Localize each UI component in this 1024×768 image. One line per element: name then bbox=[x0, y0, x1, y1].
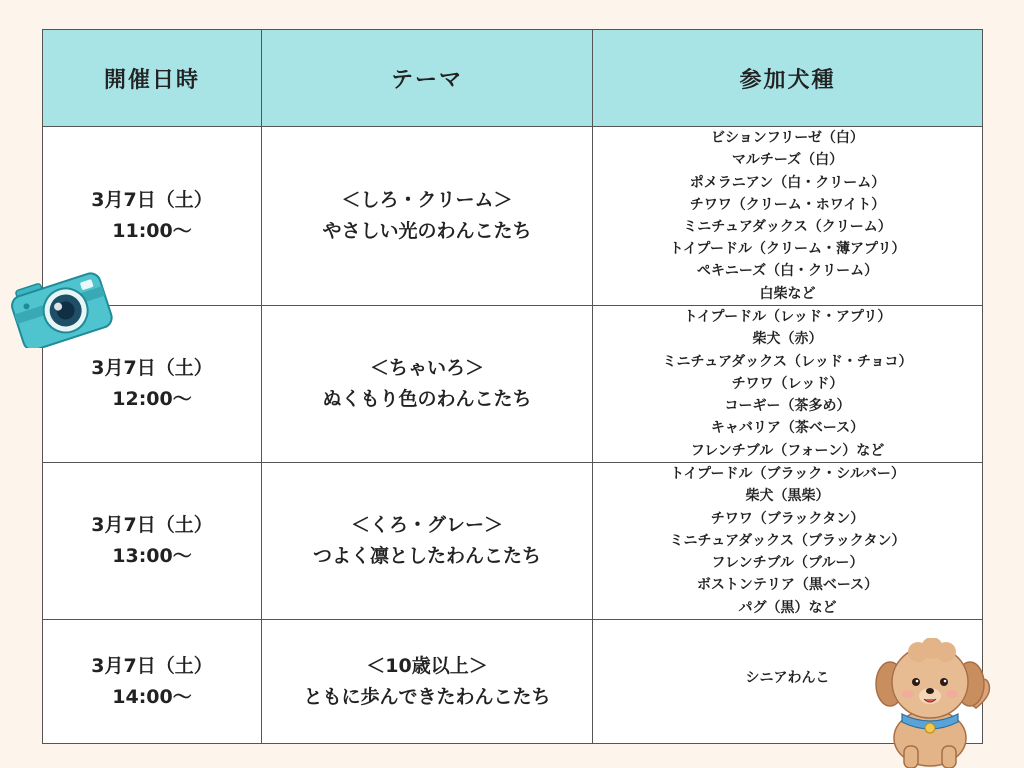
breed-item: ミニチュアダックス（クリーム） bbox=[683, 219, 892, 235]
breed-item: ペキニーズ（白・クリーム） bbox=[696, 263, 879, 280]
event-date: 3月7日（土） bbox=[91, 189, 213, 211]
table-row bbox=[43, 463, 983, 620]
theme-title: ＜しろ・クリーム＞ bbox=[341, 189, 513, 211]
event-time: 13:00〜 bbox=[112, 545, 192, 567]
date-cell bbox=[43, 463, 262, 620]
theme-subtitle: やさしい光のわんこたち bbox=[322, 220, 532, 242]
theme-subtitle: ともに歩んできたわんこたち bbox=[303, 685, 551, 708]
breed-item: ミニチュアダックス（ブラックタン） bbox=[669, 532, 906, 549]
date-cell bbox=[43, 620, 262, 744]
event-date: 3月7日（土） bbox=[91, 357, 213, 379]
breeds-cell bbox=[593, 463, 983, 620]
breed-item: トイプードル（ブラック・シルバー） bbox=[670, 466, 905, 483]
breed-item: ポメラニアン（白・クリーム） bbox=[689, 174, 886, 191]
header-theme: テーマ bbox=[262, 30, 593, 127]
breed-item: 白柴など bbox=[759, 285, 816, 302]
table-row bbox=[43, 620, 983, 744]
event-time: 11:00〜 bbox=[112, 220, 192, 242]
theme-cell bbox=[262, 463, 593, 620]
breeds-cell bbox=[593, 306, 983, 463]
breed-item: コーギー（茶多め） bbox=[724, 398, 851, 415]
header-row bbox=[43, 30, 983, 127]
schedule-table bbox=[42, 29, 983, 744]
breed-item: フレンチブル（ブルー） bbox=[711, 555, 864, 572]
breed-item: チワワ（クリーム・ホワイト） bbox=[689, 196, 886, 213]
table-row bbox=[43, 306, 983, 463]
event-date: 3月7日（土） bbox=[91, 654, 213, 677]
theme-cell bbox=[262, 127, 593, 306]
breed-item: ミニチュアダックス（レッド・チョコ） bbox=[662, 353, 913, 370]
breed-item: チワワ（ブラックタン） bbox=[710, 510, 865, 527]
breed-item: ビションフリーゼ（白） bbox=[711, 130, 864, 147]
breed-item: 柴犬（黒柴） bbox=[745, 488, 830, 505]
header-date: 開催日時 bbox=[43, 30, 262, 127]
table-row bbox=[43, 127, 983, 306]
event-time: 12:00〜 bbox=[112, 388, 192, 410]
puppy-illustration bbox=[868, 638, 1002, 768]
breed-item: トイプードル（レッド・アプリ） bbox=[683, 309, 892, 326]
theme-cell bbox=[262, 620, 593, 744]
theme-title: ＜くろ・グレー＞ bbox=[350, 514, 503, 536]
breed-item: シニアわんこ bbox=[745, 670, 830, 687]
breed-item: キャバリア（茶ベース） bbox=[710, 420, 865, 437]
breed-item: ボストンテリア（黒ベース） bbox=[696, 577, 879, 594]
header-breeds: 参加犬種 bbox=[593, 30, 983, 127]
event-date: 3月7日（土） bbox=[91, 514, 213, 536]
theme-title: ＜ちゃいろ＞ bbox=[369, 357, 484, 379]
theme-subtitle: ぬくもり色のわんこたち bbox=[322, 388, 532, 410]
event-time: 14:00〜 bbox=[112, 685, 192, 708]
breed-item: 柴犬（赤） bbox=[752, 331, 823, 348]
breed-item: マルチーズ（白） bbox=[731, 152, 844, 169]
breed-item: パグ（黒）など bbox=[738, 599, 837, 616]
breeds-cell bbox=[593, 127, 983, 306]
theme-title: ＜10歳以上＞ bbox=[366, 654, 488, 677]
breed-item: トイプードル（クリーム・薄アプリ） bbox=[669, 241, 906, 258]
theme-cell bbox=[262, 306, 593, 463]
camera-icon bbox=[6, 256, 114, 348]
breed-item: フレンチブル（フォーン）など bbox=[690, 442, 885, 459]
theme-subtitle: つよく凛としたわんこたち bbox=[312, 545, 541, 567]
breed-item: チワワ（レッド） bbox=[731, 375, 844, 392]
